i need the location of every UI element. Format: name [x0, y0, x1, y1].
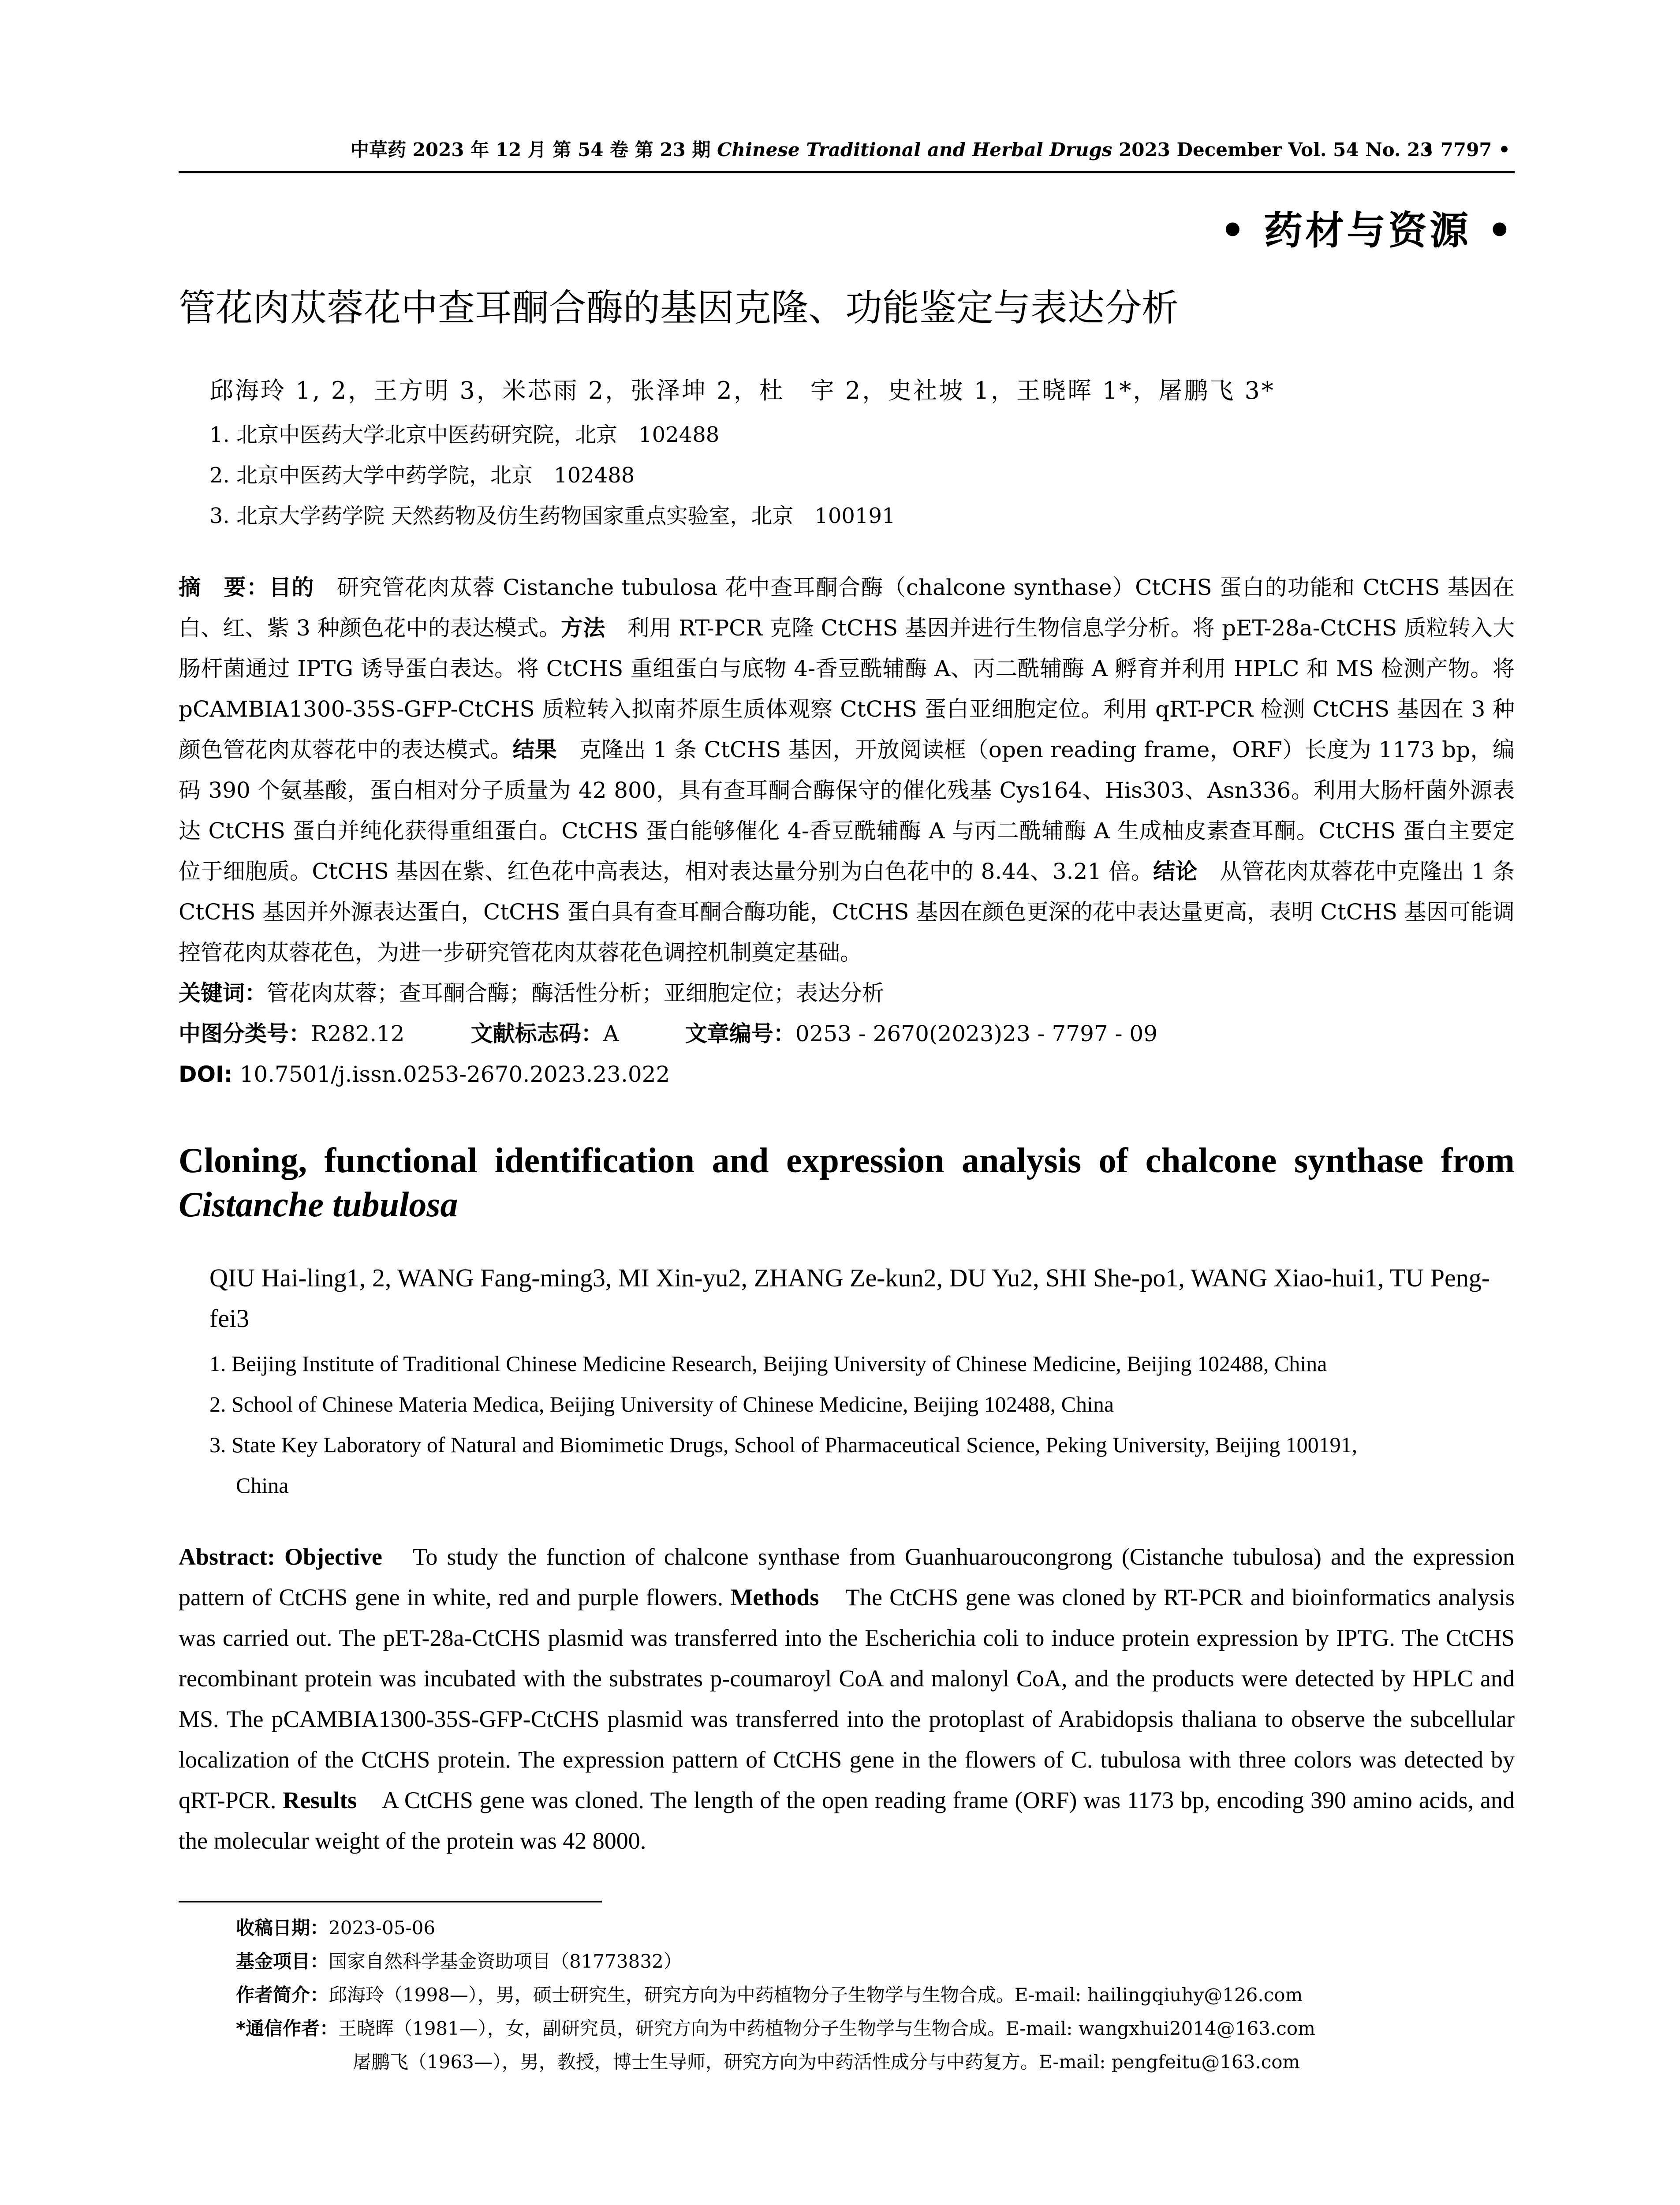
- objective-en: To study the function of chalcone synthase from Guanhuaroucongrong (Cistanche tubulosa) and the expression pattern of CtCHS gene in white, red and purple flowers.: [179, 1544, 1515, 1611]
- conclusion-cn: 从管花肉苁蓉花中克隆出 1 条 CtCHS 基因并外源表达蛋白，CtCHS 蛋白具有查耳酮合酶功能，CtCHS 基因在颜色更深的花中表达量更高，表明 CtCHS 基因可能调控管花肉苁蓉花色，为进一步研究管花肉苁蓉花色调控机制奠定基础。: [179, 859, 1515, 965]
- doi-line: [179, 1054, 1515, 1095]
- header-journal-info: [351, 132, 1433, 168]
- doi-label: DOI:: [179, 1061, 233, 1087]
- methods-cn: 利用 RT-PCR 克隆 CtCHS 基因并进行生物信息学分析。将 pET-28a-CtCHS 质粒转入大肠杆菌通过 IPTG 诱导蛋白表达。将 CtCHS 重组蛋白与底物 4-香豆酰辅酶 A、丙二酰辅酶 A 孵育并利用 HPLC 和 MS 检测产物。将 pCAMBIA1300-35S-GFP-CtCHS 质粒转入拟南芥原生质体观察 CtCHS 蛋白亚细胞定位。利用 qRT-PCR 检测 CtCHS 基因在 3 种颜色管花肉苁蓉花中的表达模式。: [179, 615, 1515, 762]
- footnote-divider: [179, 1901, 602, 1902]
- article-no-label: 文章编号：: [685, 1021, 795, 1046]
- abstract-cn: [179, 567, 1515, 973]
- affiliation-cn-1: 1. 北京中医药大学北京中医药研究院，北京 102488: [209, 422, 720, 447]
- affiliation-en-1: 1. Beijing Institute of Traditional Chinese Medicine Research, Beijing University of Chinese Medicine, Beijing 102488, China: [209, 1351, 1327, 1376]
- objective-cn: 研究管花肉苁蓉 Cistanche tubulosa 花中查耳酮合酶（chalcone synthase）CtCHS 蛋白的功能和 CtCHS 基因在白、红、紫 3 种颜色花中的表达模式。: [179, 575, 1515, 641]
- objective-label-cn: 目的: [269, 575, 314, 600]
- doi-value[interactable]: 10.7501/j.issn.0253-2670.2023.23.022: [239, 1061, 670, 1087]
- keywords-text: 管花肉苁蓉；查耳酮合酶；酶活性分析；亚细胞定位；表达分析: [267, 980, 884, 1006]
- paper-page: [179, 132, 1515, 2079]
- footnote-corresponding-2: 屠鹏飞（1963—），男，教授，博士生导师，研究方向为中药活性成分与中药复方。E-mail: pengfeitu@163.com: [353, 2051, 1300, 2073]
- conclusion-label-cn: 结论: [1153, 859, 1198, 884]
- title-en: [179, 1139, 1515, 1227]
- journal-name-cn: 中草药: [351, 139, 407, 161]
- authors-en: QIU Hai-ling1, 2, WANG Fang-ming3, MI Xin-yu2, ZHANG Ze-kun2, DU Yu2, SHI She-po1, WANG Xiao-hui1, TU Peng-fei3: [209, 1263, 1490, 1333]
- clc-value: R282.12: [311, 1021, 405, 1046]
- title-en-main: Cloning, functional identification and expression analysis of chalcone synthase from: [179, 1141, 1515, 1180]
- journal-name-en: Chinese Traditional and Herbal Drugs: [717, 139, 1113, 161]
- methods-label-cn: 方法: [561, 615, 605, 641]
- issue-en: 2023 December Vol. 54 No. 23: [1119, 139, 1433, 161]
- doc-code-label: 文献标志码：: [470, 1021, 603, 1046]
- keywords-cn: [179, 973, 1515, 1013]
- footnotes: [236, 1911, 1515, 2079]
- footnote-fund: 基金项目：国家自然科学基金资助项目（81773832）: [236, 1951, 682, 1972]
- affiliation-en-3-cont: China: [236, 1473, 289, 1498]
- section-label: • 药材与资源 •: [1220, 208, 1515, 253]
- methods-en: The CtCHS gene was cloned by RT-PCR and bioinformatics analysis was carried out. The pET-28a-CtCHS plasmid was transferred into the Escherichia coli to induce protein expression by IPTG. The CtCHS recombinant protein was incubated with the substrates p-coumaroyl CoA and malonyl CoA, and the products were detected by HPLC and MS. The pCAMBIA1300-35S-GFP-CtCHS plasmid was transferred into the protoplast of Arabidopsis thaliana to observe the subcellular localization of the CtCHS protein. The expression pattern of CtCHS gene in the flowers of C. tubulosa with three colors was detected by qRT-PCR.: [179, 1584, 1515, 1813]
- authors-cn: 邱海玲 1, 2，王方明 3，米芯雨 2，张泽坤 2，杜 宇 2，史社坡 1，王晓晖 1*，屠鹏飞 3*: [209, 377, 1275, 404]
- footnote-corresponding-1: *通信作者：王晓晖（1981—），女，副研究员，研究方向为中药植物分子生物学与生物合成。E-mail: wangxhui2014@163.com: [236, 2018, 1315, 2039]
- issue-cn: 2023 年 12 月 第 54 卷 第 23 期: [412, 139, 711, 161]
- footnote-author-bio: 作者简介：邱海玲（1998—），男，硕士研究生，研究方向为中药植物分子生物学与生物合成。E-mail: hailingqiuhy@126.com: [236, 1984, 1303, 2006]
- abstract-en-label: Abstract: Objective: [179, 1544, 382, 1570]
- footnote-received: 收稿日期：2023-05-06: [236, 1917, 436, 1939]
- clc-label: 中图分类号：: [179, 1021, 311, 1046]
- affiliation-en-3: 3. State Key Laboratory of Natural and Biomimetic Drugs, School of Pharmaceutical Science, Peking University, Beijing 100191,: [209, 1432, 1358, 1457]
- affiliation-cn-3: 3. 北京大学药学院 天然药物及仿生药物国家重点实验室，北京 100191: [209, 504, 896, 528]
- results-cn: 克隆出 1 条 CtCHS 基因，开放阅读框（open reading frame，ORF）长度为 1173 bp，编码 390 个氨基酸，蛋白相对分子质量为 42 800，具有查耳酮合酶保守的催化残基 Cys164、His303、Asn336。利用大肠杆菌外源表达 CtCHS 蛋白并纯化获得重组蛋白。CtCHS 蛋白能够催化 4-香豆酰辅酶 A 与丙二酰辅酶 A 生成柚皮素查耳酮。CtCHS 蛋白主要定位于细胞质。CtCHS 基因在紫、红色花中高表达，相对表达量分别为白色花中的 8.44、3.21 倍。: [179, 737, 1515, 884]
- page-number: • 7797 •: [1422, 139, 1510, 161]
- results-label-en: Results: [283, 1787, 357, 1813]
- affiliation-en-2: 2. School of Chinese Materia Medica, Beijing University of Chinese Medicine, Beijing 102488, China: [209, 1392, 1114, 1416]
- methods-label-en: Methods: [730, 1584, 819, 1611]
- affiliations-en: [179, 1343, 1515, 1506]
- affiliations-cn: [179, 415, 1515, 536]
- title-en-species: Cistanche tubulosa: [179, 1185, 458, 1224]
- results-en: A CtCHS gene was cloned. The length of the open reading frame (ORF) was 1173 bp, encoding 390 amino acids, and the molecular weight of the protein was 42 8000.: [179, 1787, 1515, 1854]
- abstract-en: [179, 1536, 1515, 1861]
- doc-code-value: A: [603, 1021, 619, 1046]
- article-no-value: 0253 - 2670(2023)23 - 7797 - 09: [795, 1021, 1158, 1046]
- classification-line: [179, 1013, 1515, 1054]
- abstract-cn-label: 摘 要：: [179, 575, 269, 600]
- title-cn: 管花肉苁蓉花中查耳酮合酶的基因克隆、功能鉴定与表达分析: [179, 286, 1179, 329]
- running-header: [179, 132, 1515, 173]
- results-label-cn: 结果: [512, 737, 557, 762]
- affiliation-cn-2: 2. 北京中医药大学中药学院，北京 102488: [209, 463, 635, 488]
- keywords-label: 关键词：: [179, 980, 267, 1006]
